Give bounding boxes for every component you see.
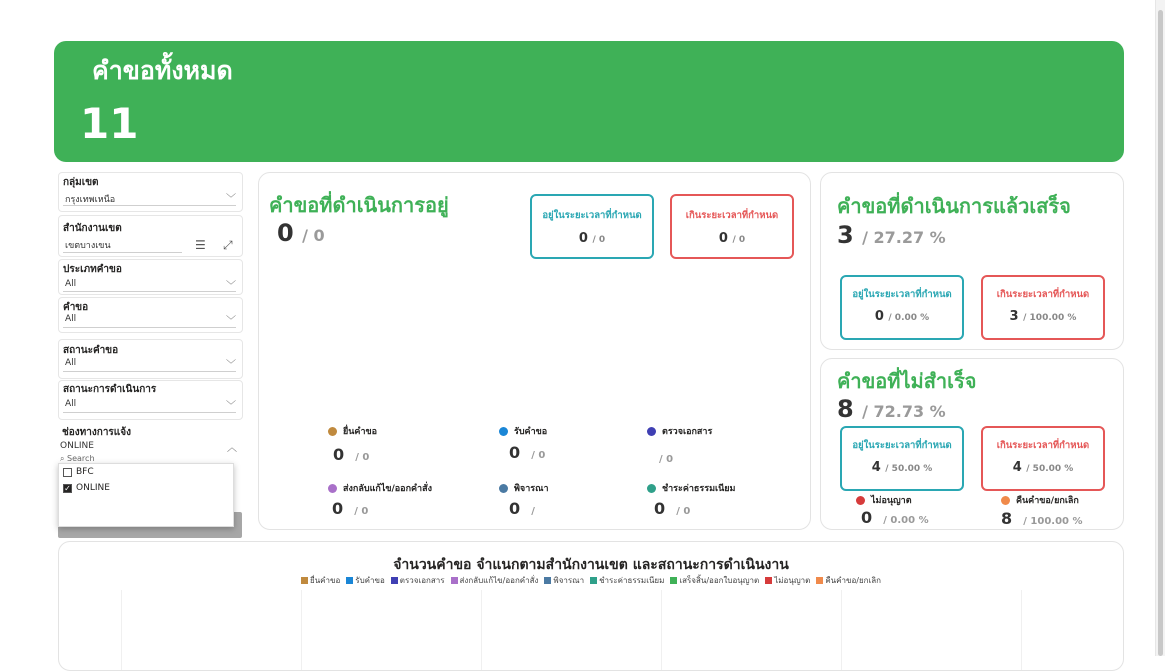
- filter-underline: [63, 371, 236, 372]
- filter-process-status[interactable]: [58, 380, 243, 420]
- within-deadline-box: [530, 194, 654, 259]
- legend-label: ตรวจเอกสาร: [399, 576, 445, 585]
- legend-label: ยื่นคำขอ: [310, 576, 341, 585]
- legend-item[interactable]: [451, 574, 539, 587]
- chart-title: จำนวนคำขอ จำแนกตามสำนักงานเขต และสถานะการดำเนินงาน: [393, 557, 789, 573]
- status-dot: [647, 427, 656, 436]
- legend-label: รับคำขอ: [355, 576, 385, 585]
- legend-swatch: [451, 577, 458, 584]
- over-deadline-box: [981, 426, 1105, 491]
- status-not-permitted: [856, 493, 912, 507]
- filter-request[interactable]: [58, 297, 243, 333]
- legend-item[interactable]: [670, 574, 759, 587]
- grid-line: [121, 590, 122, 670]
- card-title: คำขอที่ดำเนินการแล้วเสร็จ: [837, 194, 1071, 218]
- failed-count: 8 / 72.73 %: [837, 395, 946, 423]
- box-label: อยู่ในระยะเวลาที่กำหนด: [852, 289, 952, 300]
- legend-label: พิจารณา: [553, 576, 585, 585]
- filter-district-office[interactable]: [58, 215, 243, 257]
- legend-swatch: [670, 577, 677, 584]
- box-label: อยู่ในระยะเวลาที่กำหนด: [852, 440, 952, 451]
- filter-label: คำขอ: [63, 302, 89, 313]
- box-label: เกินระยะเวลาที่กำหนด: [996, 289, 1090, 300]
- chevron-down-icon[interactable]: ﹀: [226, 401, 236, 412]
- status-value: 8 / 100.00 %: [1001, 509, 1083, 528]
- filter-underline: [63, 291, 236, 292]
- option-online[interactable]: [63, 483, 110, 493]
- legend-swatch: [391, 577, 398, 584]
- over-deadline-box: [670, 194, 794, 259]
- in-progress-count: 0 / 0: [277, 219, 325, 247]
- filter-request-status[interactable]: [58, 339, 243, 379]
- status-label: รับคำขอ: [514, 427, 548, 437]
- filter-underline: [63, 412, 236, 413]
- status-label: ชำระค่าธรรมเนียม: [662, 484, 736, 494]
- filter-value: All: [65, 314, 77, 324]
- status-doc-check: [647, 424, 712, 438]
- within-deadline-box: [840, 426, 964, 491]
- status-value: 0 / 0.00 %: [861, 508, 929, 527]
- failed-card: [820, 358, 1124, 530]
- status-value: 0 / 0: [654, 499, 691, 518]
- legend-item[interactable]: [816, 574, 881, 587]
- filter-value: เขตบางเขน: [65, 241, 111, 251]
- legend-label: เสร็จสิ้น/ออกใบอนุญาต: [679, 576, 760, 585]
- chevron-down-icon[interactable]: ﹀: [226, 281, 236, 292]
- status-fee: [647, 481, 735, 495]
- status-review: [499, 481, 549, 495]
- status-value: 0 / 0: [332, 499, 369, 518]
- grid-line: [661, 590, 662, 670]
- status-label: ส่งกลับแก้ไข/ออกคำสั่ง: [343, 484, 433, 494]
- grid-line: [301, 590, 302, 670]
- grid-line: [841, 590, 842, 670]
- status-dot: [856, 496, 865, 505]
- card-title: คำขอที่ไม่สำเร็จ: [837, 369, 977, 393]
- filter-channel[interactable]: [58, 422, 243, 464]
- status-value: 0 / 0: [509, 443, 546, 462]
- filter-value: ONLINE: [60, 441, 94, 451]
- filter-underline: [63, 205, 236, 206]
- legend-swatch: [301, 577, 308, 584]
- checkbox-checked-icon[interactable]: ✓: [64, 483, 71, 493]
- legend-item[interactable]: [391, 574, 445, 587]
- box-label: อยู่ในระยะเวลาที่กำหนด: [542, 210, 642, 221]
- total-requests-banner: [54, 41, 1124, 162]
- chevron-up-icon[interactable]: ︿: [227, 443, 237, 454]
- filter-value: All: [65, 279, 77, 289]
- legend-item[interactable]: [765, 574, 810, 587]
- filter-label: ประเภทคำขอ: [63, 264, 122, 275]
- box-value: 4 / 50.00 %: [1012, 460, 1074, 475]
- box-label: เกินระยะเวลาที่กำหนด: [685, 210, 779, 221]
- filter-request-type[interactable]: [58, 259, 243, 295]
- filter-label: ช่องทางการแจ้ง: [62, 427, 131, 438]
- legend-label: คืนคำขอ/ยกเลิก: [825, 576, 881, 585]
- box-label: เกินระยะเวลาที่กำหนด: [996, 440, 1090, 451]
- box-value: 0 / 0: [578, 231, 606, 246]
- status-dot: [499, 484, 508, 493]
- within-deadline-box: [840, 275, 964, 340]
- completed-count: 3 / 27.27 %: [837, 221, 946, 249]
- chart-legend: [59, 574, 1123, 587]
- checkbox-unchecked-icon[interactable]: [63, 468, 72, 477]
- status-dot: [1001, 496, 1010, 505]
- legend-swatch: [544, 577, 551, 584]
- filter-underline: [63, 327, 236, 328]
- filter-label: กลุ่มเขต: [63, 177, 99, 188]
- status-dot: [328, 484, 337, 493]
- box-value: 0 / 0.00 %: [874, 309, 930, 324]
- filter-underline: [63, 252, 182, 253]
- district-status-chart: [58, 541, 1124, 671]
- filter-district-group[interactable]: [58, 172, 243, 212]
- option-label: BFC: [76, 467, 94, 477]
- option-label: ONLINE: [76, 483, 110, 493]
- legend-item[interactable]: [346, 574, 385, 587]
- grid-line: [481, 590, 482, 670]
- legend-swatch: [816, 577, 823, 584]
- filter-icon[interactable]: ☰: [195, 238, 206, 252]
- status-label: ตรวจเอกสาร: [662, 427, 713, 437]
- status-label: ยื่นคำขอ: [343, 427, 378, 437]
- filter-label: สถานะการดำเนินการ: [63, 384, 157, 395]
- status-receive: [499, 424, 547, 438]
- legend-label: ส่งกลับแก้ไข/ออกคำสั่ง: [459, 576, 539, 585]
- status-label: คืนคำขอ/ยกเลิก: [1016, 496, 1079, 506]
- legend-item[interactable]: [301, 574, 340, 587]
- box-value: 4 / 50.00 %: [871, 460, 933, 475]
- status-label: พิจารณา: [514, 484, 549, 494]
- box-value: 0 / 0: [718, 231, 746, 246]
- banner-title: คำขอทั้งหมด: [92, 56, 233, 85]
- filter-label: สำนักงานเขต: [63, 223, 122, 234]
- banner-value: 11: [80, 99, 139, 148]
- status-dot: [499, 427, 508, 436]
- legend-swatch: [590, 577, 597, 584]
- box-value: 3 / 100.00 %: [1009, 309, 1077, 324]
- chevron-down-icon[interactable]: ﹀: [226, 360, 236, 371]
- status-value: / 0: [659, 454, 674, 465]
- chevron-down-icon[interactable]: ﹀: [226, 316, 236, 327]
- over-deadline-box: [981, 275, 1105, 340]
- filter-value: กรุงเทพเหนือ: [65, 195, 116, 205]
- legend-swatch: [765, 577, 772, 584]
- status-value: 0 / 0: [333, 445, 370, 464]
- channel-dropdown: [58, 463, 234, 527]
- status-return: [328, 481, 432, 495]
- filter-value: All: [65, 399, 77, 409]
- legend-label: ชำระค่าธรรมเนียม: [599, 576, 665, 585]
- completed-card: [820, 172, 1124, 350]
- status-label: ไม่อนุญาต: [871, 496, 912, 506]
- scrollbar-thumb[interactable]: [1158, 10, 1163, 656]
- grid-line: [1021, 590, 1022, 670]
- status-submit: [328, 424, 377, 438]
- filter-value: All: [65, 358, 77, 368]
- status-dot: [328, 427, 337, 436]
- status-value: 0 /: [509, 499, 535, 518]
- legend-swatch: [346, 577, 353, 584]
- legend-item[interactable]: [590, 574, 664, 587]
- chevron-down-icon[interactable]: ﹀: [226, 194, 236, 205]
- expand-icon[interactable]: ⤢: [223, 238, 233, 252]
- legend-item[interactable]: [544, 574, 584, 587]
- card-title: คำขอที่ดำเนินการอยู่: [269, 193, 449, 217]
- in-progress-card: [258, 172, 811, 530]
- status-dot: [647, 484, 656, 493]
- search-input[interactable]: ⌕ Search: [60, 454, 95, 463]
- filter-label: สถานะคำขอ: [63, 345, 119, 356]
- option-bfc[interactable]: [63, 467, 94, 477]
- status-withdrawn: [1001, 493, 1079, 507]
- legend-label: ไม่อนุญาต: [774, 576, 811, 585]
